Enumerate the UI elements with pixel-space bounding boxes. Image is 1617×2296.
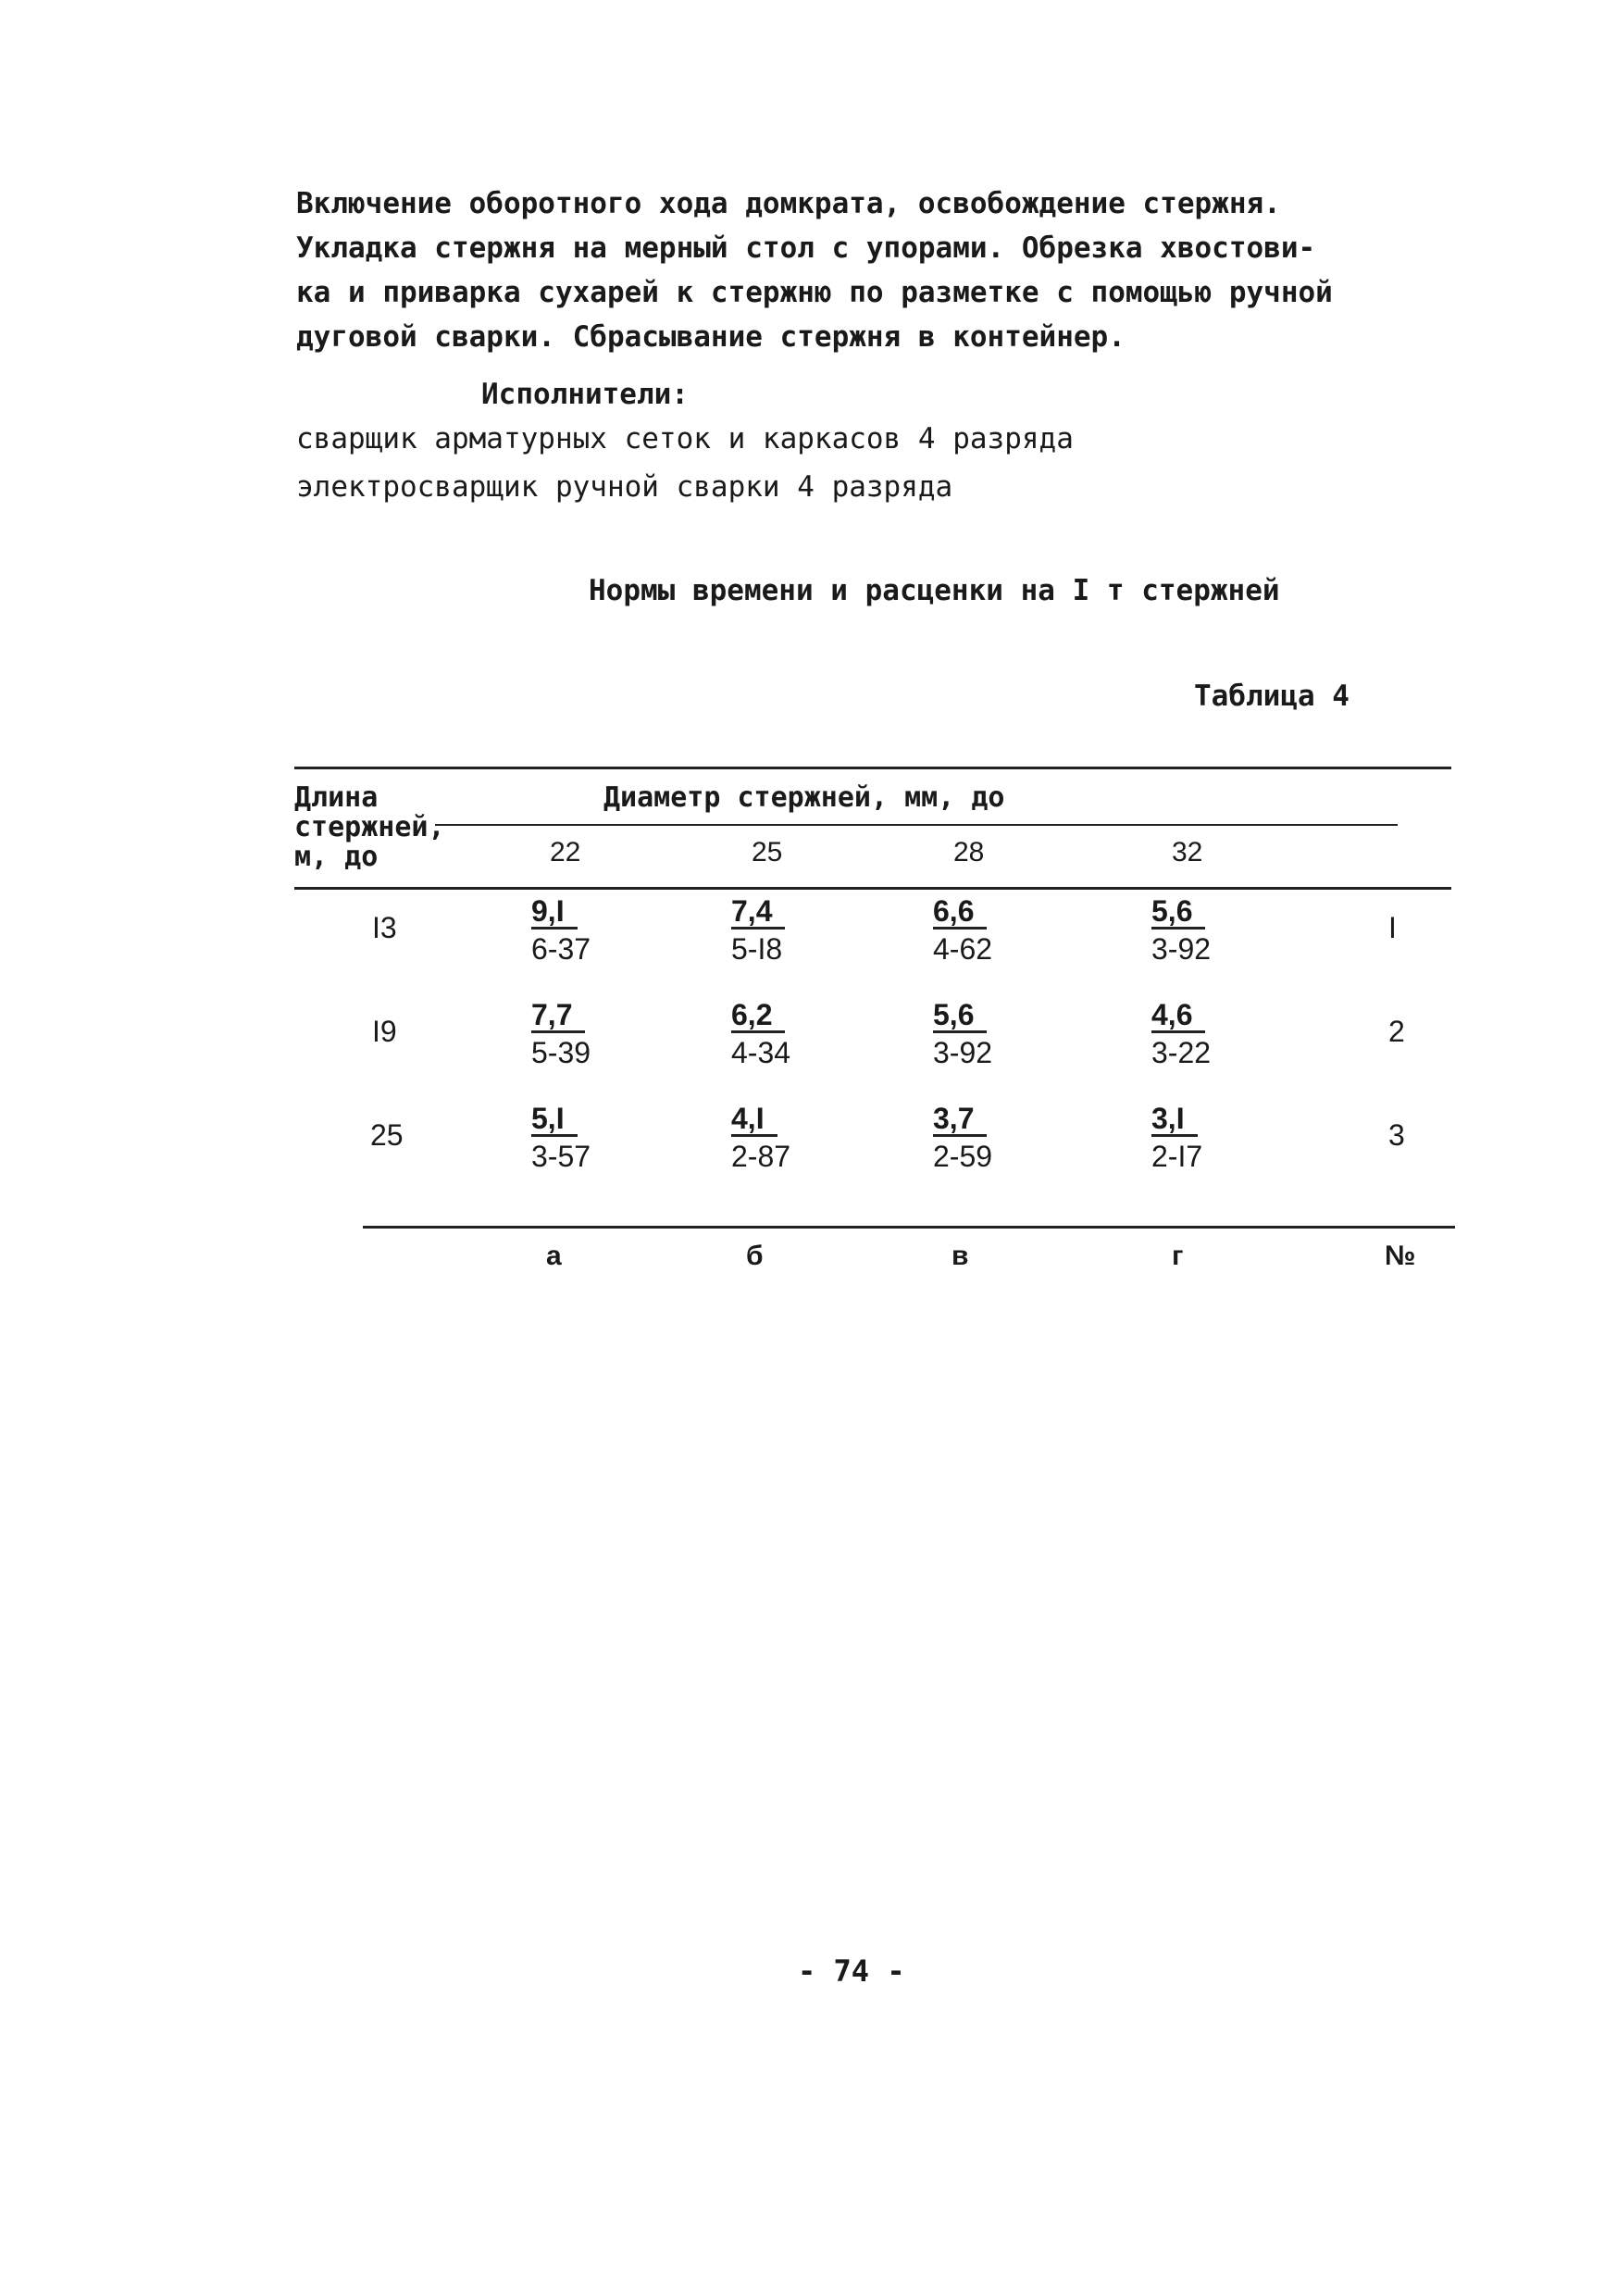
time-norm: 9,I: [531, 895, 578, 930]
row-header-line: м, до: [294, 841, 379, 873]
table-cell: [1151, 1102, 1202, 1174]
intro-paragraph: [296, 181, 1444, 359]
paragraph-line: дуговой сварки. Сбрасывание стержня в контейнер.: [296, 320, 1126, 354]
header-bottom-rule: [294, 887, 1451, 890]
rate: 5-39: [531, 1036, 591, 1069]
row-length: I3: [372, 911, 397, 944]
rate: 4-62: [933, 932, 993, 966]
rate: 3-57: [531, 1140, 591, 1173]
paragraph-line: Укладка стержня на мерный стол с упорами. Обрезка хвостови-: [296, 231, 1316, 265]
norms-title: Нормы времени и расценки на I т стержней: [589, 574, 1280, 607]
rate: 5-I8: [731, 932, 783, 966]
table-cell: [1151, 894, 1211, 967]
table-cell: [531, 894, 591, 967]
table-cell: [1151, 998, 1211, 1070]
footer-column-letter: в: [952, 1241, 969, 1271]
page-number: - 74 -: [798, 1953, 905, 1989]
table-cell: [531, 998, 591, 1070]
table-cell: [531, 1102, 591, 1174]
column-header: 22: [550, 837, 581, 867]
executors-title: Исполнители:: [481, 378, 689, 411]
table-cell: [731, 998, 790, 1070]
diameter-group-header: Диаметр стержней, мм, до: [603, 781, 1005, 814]
rate: 2-I7: [1151, 1140, 1203, 1173]
time-norm: 7,4: [731, 895, 785, 930]
time-norm: 4,6: [1151, 999, 1205, 1033]
time-norm: 5,6: [933, 999, 987, 1033]
time-norm: 3,7: [933, 1103, 987, 1137]
table-bottom-rule: [363, 1226, 1455, 1229]
table-label: Таблица 4: [1194, 680, 1350, 713]
rate: 3-92: [1151, 932, 1212, 966]
footer-column-letter: №: [1385, 1241, 1416, 1271]
table-cell: [933, 998, 992, 1070]
column-header: 25: [752, 837, 783, 867]
table-cell: [731, 1102, 790, 1174]
time-norm: 6,2: [731, 999, 785, 1033]
rate: 3-92: [933, 1036, 993, 1069]
table-cell: [933, 894, 992, 967]
row-length: 25: [370, 1118, 404, 1152]
rate: 4-34: [731, 1036, 791, 1069]
row-number: 2: [1388, 1015, 1405, 1048]
group-header-rule: [435, 824, 1398, 826]
column-header: 32: [1172, 837, 1203, 867]
table-top-rule: [294, 767, 1451, 769]
rate: 2-59: [933, 1140, 993, 1173]
rate: 3-22: [1151, 1036, 1212, 1069]
time-norm: 7,7: [531, 999, 585, 1033]
time-norm: 5,I: [531, 1103, 578, 1137]
table-cell: [731, 894, 785, 967]
time-norm: 5,6: [1151, 895, 1205, 930]
column-header: 28: [953, 837, 985, 867]
footer-column-letter: б: [746, 1241, 764, 1271]
table-cell: [933, 1102, 992, 1174]
executor-line: сварщик арматурных сеток и каркасов 4 разряда: [296, 422, 1074, 455]
executor-line: электросварщик ручной сварки 4 разряда: [296, 470, 953, 504]
footer-column-letter: а: [546, 1241, 562, 1271]
paragraph-line: Включение оборотного хода домкрата, освобождение стержня.: [296, 187, 1281, 220]
rate: 6-37: [531, 932, 591, 966]
row-header-line: стержней,: [294, 811, 445, 843]
rate: 2-87: [731, 1140, 791, 1173]
row-number: I: [1388, 911, 1397, 944]
row-header-line: Длина: [294, 781, 379, 814]
time-norm: 6,6: [933, 895, 987, 930]
footer-column-letter: г: [1172, 1241, 1184, 1271]
time-norm: 4,I: [731, 1103, 777, 1137]
time-norm: 3,I: [1151, 1103, 1198, 1137]
row-number: 3: [1388, 1118, 1405, 1152]
row-length: I9: [372, 1015, 397, 1048]
paragraph-line: ка и приварка сухарей к стержню по разметке с помощью ручной: [296, 276, 1333, 309]
